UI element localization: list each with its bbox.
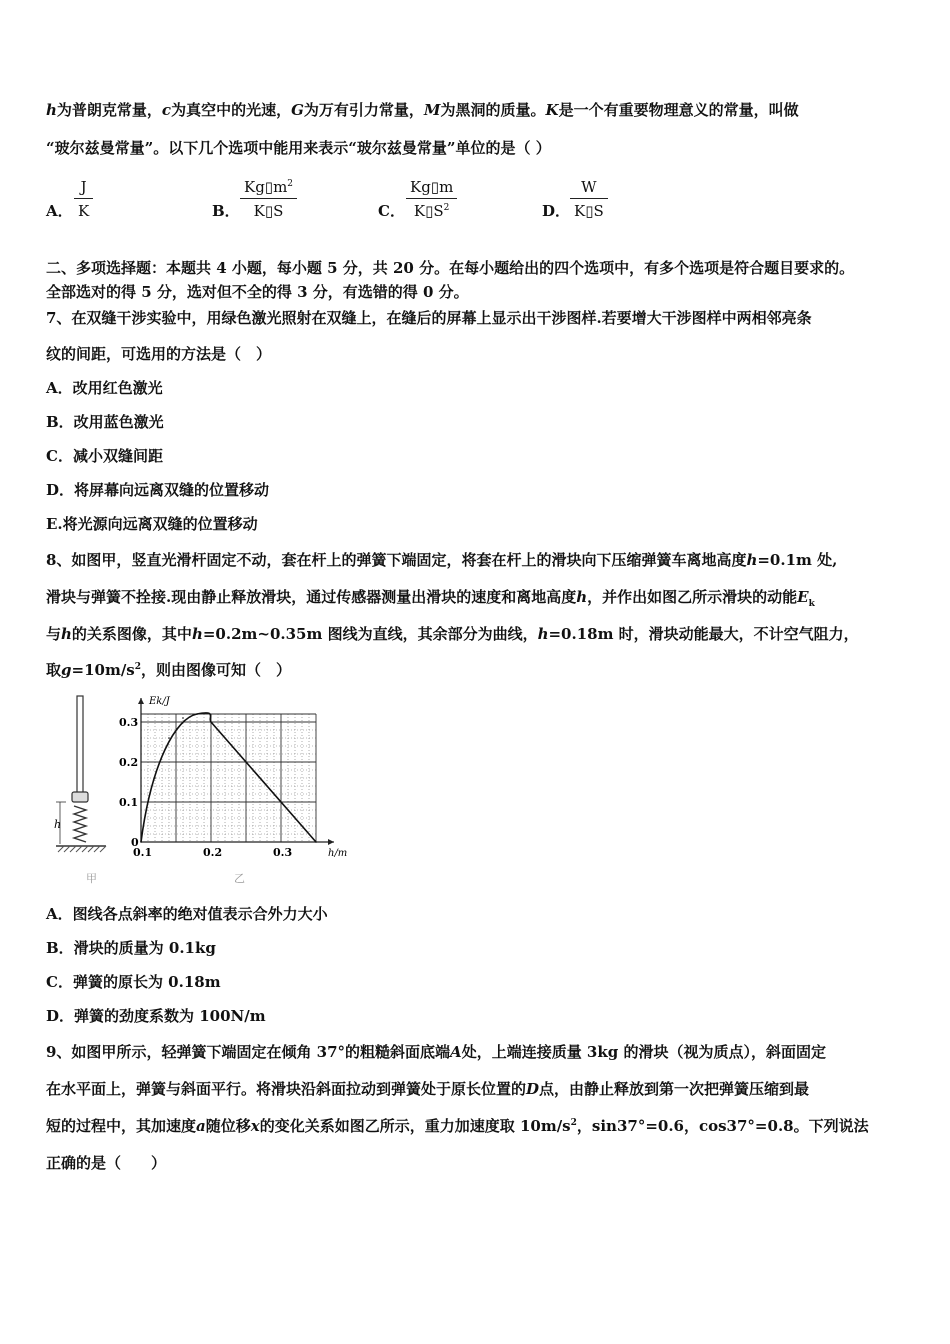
text-run: 与	[46, 625, 62, 643]
y-tick-label: 0.3	[119, 716, 139, 729]
text-run: D	[526, 1080, 540, 1098]
data-point	[168, 737, 170, 739]
q8-stem-line-1	[46, 550, 837, 570]
text-run: 的变化关系如图乙所示，重力加速度取 10m/s	[259, 1117, 571, 1135]
text-run: h	[61, 625, 72, 643]
text-run: 2	[570, 1118, 577, 1128]
section-2-header-line-2: 全部选对的得 5 分，选对但不全的得 3 分，有选错的得 0 分。	[46, 283, 469, 301]
x-tick-label: 0.3	[273, 846, 293, 859]
section-2-header-line-1: 二、多项选择题：本题共 4 小题，每小题 5 分，共 20 分。在每小题给出的四个选项中，有多个选项是符合题目要求的。	[46, 259, 855, 277]
ground-hatch	[58, 846, 106, 852]
text-run: =0.2m~0.35m 图线为直线，其余部分为曲线，	[202, 625, 538, 643]
text-run: 9、如图甲所示，轻弹簧下端固定在倾角 37°的粗糙斜面底端	[46, 1043, 451, 1061]
text-run: ，sin37°=0.6，cos37°=0.8。下列说法	[576, 1117, 869, 1135]
text-run: =10m/s	[71, 661, 135, 679]
text-run: h	[191, 625, 203, 643]
fraction: $\frac{W}{K▯S}$	[570, 176, 608, 221]
q7-option-a: A．改用红色激光	[46, 379, 163, 397]
intro-line-1	[46, 100, 799, 120]
ek-h-chart	[119, 696, 347, 859]
data-point	[196, 713, 198, 715]
x-tick-label: 0.1	[133, 846, 153, 859]
text-run: 8、如图甲，竖直光滑杆固定不动，套在杆上的弹簧下端固定，将套在杆上的滑块向下压缩弹簧车离地高度	[46, 551, 747, 569]
x-tick-label: 0.2	[203, 846, 223, 859]
ek-h-curve	[141, 713, 316, 842]
q7-option-b: B．改用蓝色激光	[46, 413, 164, 431]
slider-block	[72, 792, 88, 802]
x-axis-arrow	[328, 839, 334, 845]
q7-option-d: D．将屏幕向远离双缝的位置移动	[46, 481, 270, 499]
text-run: A	[450, 1043, 462, 1061]
q9-stem-line-2	[46, 1079, 809, 1099]
text-run: 的关系图像，其中	[71, 625, 192, 643]
text-run: =0.1m 处,	[757, 551, 838, 569]
text-run: k	[808, 599, 815, 609]
height-label: h	[54, 818, 62, 831]
caption-right: 乙	[234, 872, 245, 885]
text-run: K	[545, 101, 559, 119]
q8-stem-line-2	[46, 587, 815, 607]
text-run: h	[46, 101, 57, 119]
data-point	[182, 717, 184, 719]
text-run: 处，上端连接质量 3kg 的滑块（视为质点），斜面固定	[461, 1043, 826, 1061]
text-run: c	[161, 101, 172, 119]
data-point	[245, 761, 247, 763]
text-run: 为黑洞的质量。	[440, 101, 546, 119]
q7-stem-line-1: 7、在双缝干涉实验中，用绿色激光照射在双缝上，在缝后的屏幕上显示出干涉图样.若要增大干涉图样中两相邻亮条	[46, 309, 812, 327]
text-run: 在水平面上，弹簧与斜面平行。将滑块沿斜面拉动到弹簧处于原长位置的	[46, 1080, 527, 1098]
fraction: $\frac{Kg▯m}{K▯S^2}$	[406, 176, 457, 221]
spring-apparatus	[54, 696, 106, 852]
intro-line-2: “玻尔兹曼常量”。以下几个选项中能用来表示“玻尔兹曼常量”单位的是（ ）	[46, 139, 551, 157]
data-point	[210, 721, 212, 723]
text-run: 点，由静止释放到第一次把弹簧压缩到最	[539, 1080, 810, 1098]
text-run: ，则由图像可知（ ）	[141, 661, 292, 679]
x-axis-label: h/m	[328, 848, 348, 859]
y-axis-label: Ek/J	[149, 696, 170, 707]
q7-option-c: C．减小双缝间距	[46, 447, 163, 465]
text-run: 为普朗克常量，	[56, 101, 162, 119]
text-run: 为万有引力常量，	[303, 101, 424, 119]
text-run: 取	[46, 661, 62, 679]
q8-figure	[46, 688, 366, 888]
spring	[74, 806, 86, 842]
vertical-rod	[77, 696, 83, 794]
text-run: ，并作出如图乙所示滑块的动能	[587, 588, 798, 606]
text-run: G	[291, 101, 304, 119]
text-run: M	[423, 101, 441, 119]
text-run: 2	[134, 662, 142, 672]
q7-option-e: E.将光源向远离双缝的位置移动	[46, 515, 258, 533]
text-run: h	[576, 588, 588, 606]
text-run: E	[797, 588, 809, 606]
fraction: $\frac{Kg▯m^2}{K▯S}$	[240, 176, 297, 221]
q8-stem-line-3	[46, 624, 859, 644]
q8-option-c: C．弹簧的原长为 0.18m	[46, 973, 221, 991]
data-point	[140, 841, 142, 843]
text-run: 是一个有重要物理意义的常量，叫做	[558, 101, 799, 119]
data-point	[154, 777, 156, 779]
text-run: 短的过程中，其加速度	[46, 1117, 197, 1135]
text-run: h	[746, 551, 758, 569]
text-run: a	[196, 1117, 206, 1135]
q9-stem-line-3	[46, 1116, 869, 1136]
text-run: g	[61, 661, 72, 679]
q9-stem-line-4: 正确的是（ ）	[46, 1154, 167, 1172]
origin-label: 0	[131, 836, 139, 849]
fraction: $\frac{J}{K}$	[74, 176, 93, 221]
text-run: =0.18m 时，滑块动能最大，不计空气阻力，	[548, 625, 859, 643]
y-axis-arrow	[138, 698, 144, 704]
text-run: 为真空中的光速，	[171, 101, 292, 119]
y-tick-label: 0.1	[119, 796, 139, 809]
data-point	[315, 841, 317, 843]
figure-svg	[46, 688, 366, 888]
text-run: x	[250, 1117, 260, 1135]
q8-option-a: A．图线各点斜率的绝对值表示合外力大小	[46, 905, 328, 923]
text-run: 随位移	[205, 1117, 251, 1135]
y-tick-label: 0.2	[119, 756, 139, 769]
q8-option-d: D．弹簧的劲度系数为 100N/m	[46, 1007, 266, 1025]
text-run: h	[537, 625, 549, 643]
data-point	[280, 801, 282, 803]
caption-left: 甲	[86, 872, 97, 885]
q7-stem-line-2: 纹的间距，可选用的方法是（ ）	[46, 345, 272, 363]
q9-stem-line-1	[46, 1042, 826, 1062]
q8-stem-line-4	[46, 660, 291, 680]
text-run: 滑块与弹簧不拴接.现由静止释放滑块，通过传感器测量出滑块的速度和离地高度	[46, 588, 577, 606]
q8-option-b: B．滑块的质量为 0.1kg	[46, 939, 216, 957]
